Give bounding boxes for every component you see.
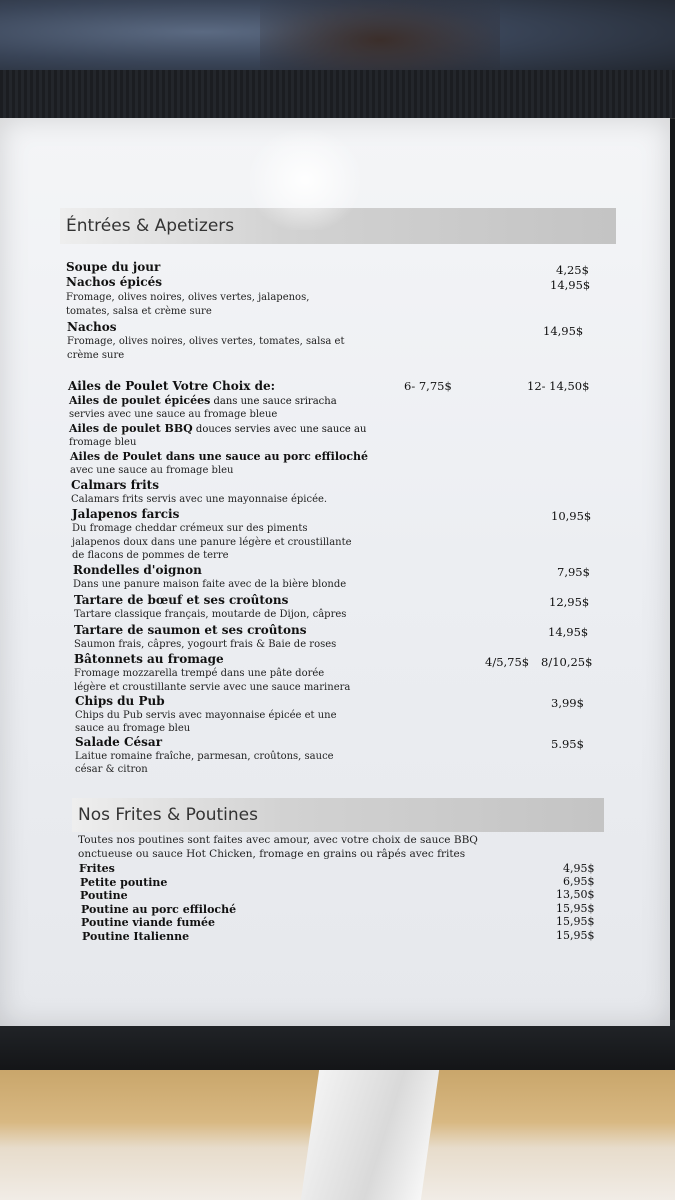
item-ailes-epicees-desc2: servies avec une sauce au fromage bleue	[69, 409, 278, 420]
item-ailes-price-6: 6- 7,75$	[404, 379, 452, 393]
section-header-frites	[72, 798, 604, 832]
item-jalapenos-desc2: jalapenos doux dans une panure légère et croustillante	[72, 537, 352, 548]
item-ailes-epicees	[69, 394, 337, 407]
item-nachos-epices-desc1: Fromage, olives noires, olives vertes, jalapenos,	[66, 292, 310, 303]
item-nachos-epices-name: Nachos épicés	[66, 275, 162, 289]
frites-item-price: 13,50$	[556, 888, 595, 901]
frites-item-price: 6,95$	[563, 875, 595, 888]
item-ailes-porc-desc2: avec une sauce au fromage bleu	[70, 465, 234, 476]
frites-intro-line2: onctueuse ou sauce Hot Chicken, fromage en grains ou râpés avec frites	[78, 848, 466, 860]
item-rondelles-name: Rondelles d'oignon	[73, 563, 202, 577]
napkin	[301, 1070, 439, 1200]
item-nachos-epices-desc2: tomates, salsa et crème sure	[66, 306, 212, 317]
item-jalapenos-desc3: de flacons de pommes de terre	[72, 550, 229, 561]
folder-binding-top	[0, 70, 675, 119]
item-nachos-desc2: crème sure	[67, 350, 125, 361]
item-jalapenos-desc1: Du fromage cheddar crémeux sur des piments	[72, 523, 308, 534]
item-batonnets-name: Bâtonnets au fromage	[74, 652, 224, 666]
item-ailes-price-12: 12- 14,50$	[527, 379, 590, 393]
item-nachos-name: Nachos	[67, 320, 117, 334]
frites-item-name: Poutine viande fumée	[81, 916, 215, 929]
item-ailes-epicees-desc-inline: dans une sauce sriracha	[210, 396, 337, 407]
item-nachos-price: 14,95$	[543, 324, 584, 338]
item-salade-desc1: Laitue romaine fraîche, parmesan, croûtons, sauce	[75, 751, 334, 762]
item-salade-name: Salade César	[75, 735, 163, 749]
item-jalapenos-name: Jalapenos farcis	[72, 507, 180, 521]
item-rondelles-price: 7,95$	[557, 565, 590, 579]
item-chips-desc1: Chips du Pub servis avec mayonnaise épicée et une	[75, 710, 337, 721]
section-header-entrees	[60, 208, 616, 244]
background-top	[0, 0, 675, 80]
frites-item-price: 15,95$	[556, 902, 595, 915]
menu-page	[0, 118, 670, 1026]
item-ailes-porc-name: Ailes de Poulet dans une sauce au porc effiloché	[70, 450, 369, 463]
frites-item-name: Poutine	[80, 889, 128, 902]
item-soupe-name: Soupe du jour	[66, 260, 161, 274]
item-chips-desc2: sauce au fromage bleu	[75, 723, 191, 734]
frites-item-price: 15,95$	[556, 929, 595, 942]
item-ailes-bbq-desc-inline: douces servies avec une sauce au	[192, 424, 367, 435]
item-jalapenos-price: 10,95$	[551, 509, 592, 523]
section-title-frites: Nos Frites & Poutines	[78, 805, 258, 825]
item-batonnets-desc1: Fromage mozzarella trempé dans une pâte dorée	[74, 668, 325, 679]
background-person	[260, 0, 500, 80]
section-title-entrees: Éntrées & Apetizers	[66, 216, 235, 236]
item-batonnets-price-4: 4/5,75$	[485, 655, 530, 669]
item-batonnets-desc2: légère et croustillante servie avec une sauce marinera	[74, 682, 351, 693]
item-tartare-saumon-desc1: Saumon frais, câpres, yogourt frais & Baie de roses	[74, 639, 337, 650]
item-tartare-saumon-price: 14,95$	[548, 625, 589, 639]
frites-item-name: Petite poutine	[80, 876, 168, 889]
item-tartare-boeuf-name: Tartare de bœuf et ses croûtons	[74, 593, 289, 607]
frites-item-name: Poutine Italienne	[82, 930, 190, 943]
item-ailes-bbq-desc2: fromage bleu	[69, 437, 137, 448]
frites-item-price: 4,95$	[563, 862, 595, 875]
item-salade-desc2: césar & citron	[75, 764, 148, 775]
item-tartare-boeuf-price: 12,95$	[549, 595, 590, 609]
item-chips-name: Chips du Pub	[75, 694, 165, 708]
item-tartare-saumon-name: Tartare de saumon et ses croûtons	[74, 623, 307, 637]
item-rondelles-desc1: Dans une panure maison faite avec de la bière blonde	[73, 579, 347, 590]
item-soupe-price: 4,25$	[556, 263, 589, 277]
item-ailes-bbq	[69, 422, 366, 435]
frites-item-name: Frites	[79, 862, 115, 875]
item-nachos-desc1: Fromage, olives noires, olives vertes, tomates, salsa et	[67, 336, 345, 347]
item-nachos-epices-price: 14,95$	[550, 278, 591, 292]
item-ailes-bbq-name: Ailes de poulet BBQ	[69, 422, 193, 435]
frites-intro-line1: Toutes nos poutines sont faites avec amour, avec votre choix de sauce BBQ	[78, 834, 478, 846]
item-chips-price: 3,99$	[551, 696, 584, 710]
item-tartare-boeuf-desc1: Tartare classique français, moutarde de Dijon, câpres	[74, 609, 347, 620]
item-ailes-epicees-name: Ailes de poulet épicées	[69, 394, 211, 407]
frites-item-name: Poutine au porc effiloché	[81, 903, 237, 916]
item-ailes-name: Ailes de Poulet Votre Choix de:	[68, 379, 276, 393]
item-calmars-name: Calmars frits	[71, 478, 159, 492]
item-salade-price: 5.95$	[551, 737, 584, 751]
frites-item-price: 15,95$	[556, 915, 595, 928]
item-batonnets-price-8: 8/10,25$	[541, 655, 593, 669]
item-calmars-desc1: Calamars frits servis avec une mayonnaise épicée.	[71, 494, 328, 505]
